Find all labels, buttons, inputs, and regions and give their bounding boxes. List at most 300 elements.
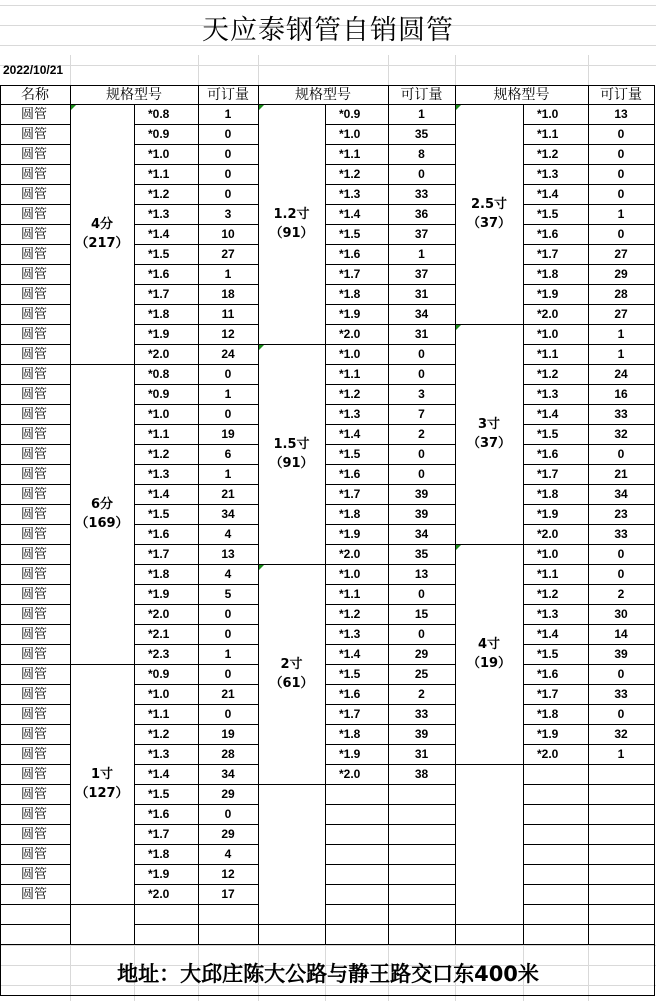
spec-cell: *1.5 bbox=[148, 247, 170, 261]
qty-cell: 31 bbox=[414, 747, 429, 761]
row-name: 圆管 bbox=[21, 426, 48, 442]
cell-border bbox=[523, 764, 655, 765]
spec-cell: *1.0 bbox=[339, 347, 361, 361]
qty-cell: 37 bbox=[414, 267, 429, 281]
size-group-total: （217） bbox=[75, 236, 129, 251]
spec-cell: *2.1 bbox=[148, 627, 170, 641]
row-name: 圆管 bbox=[21, 626, 48, 642]
size-group-total: （127） bbox=[75, 786, 129, 801]
spec-cell: *1.1 bbox=[148, 167, 170, 181]
row-name: 圆管 bbox=[21, 686, 48, 702]
spec-cell: *0.9 bbox=[148, 127, 170, 141]
qty-cell: 12 bbox=[221, 867, 235, 881]
qty-cell: 34 bbox=[414, 527, 429, 541]
size-group-label bbox=[258, 104, 325, 344]
size-group-label bbox=[70, 364, 134, 664]
qty-cell: 18 bbox=[221, 287, 235, 301]
qty-cell: 37 bbox=[414, 227, 429, 241]
spec-cell: *1.5 bbox=[339, 447, 361, 461]
qty-cell: 33 bbox=[414, 187, 429, 201]
qty-cell: 28 bbox=[221, 747, 235, 761]
qty-cell: 3 bbox=[418, 387, 425, 401]
row-name: 圆管 bbox=[21, 746, 48, 762]
spec-cell: *1.7 bbox=[339, 267, 361, 281]
row-name: 圆管 bbox=[21, 126, 48, 142]
qty-cell: 0 bbox=[224, 147, 232, 161]
qty-cell: 34 bbox=[614, 487, 628, 501]
spec-cell: *1.8 bbox=[339, 727, 361, 741]
qty-cell: 11 bbox=[221, 307, 235, 321]
header-spec-2: 规格型号 bbox=[295, 86, 351, 103]
row-name: 圆管 bbox=[21, 306, 48, 322]
row-name: 圆管 bbox=[21, 526, 48, 542]
qty-cell: 27 bbox=[221, 247, 235, 261]
cell-border bbox=[258, 784, 326, 785]
qty-cell: 8 bbox=[418, 147, 425, 161]
row-name: 圆管 bbox=[21, 386, 48, 402]
qty-cell: 0 bbox=[224, 367, 232, 381]
gridline bbox=[588, 55, 589, 86]
qty-cell: 1 bbox=[617, 747, 625, 761]
qty-cell: 27 bbox=[614, 247, 628, 261]
qty-cell: 1 bbox=[224, 107, 232, 121]
qty-cell: 12 bbox=[221, 327, 235, 341]
cell-border bbox=[325, 784, 456, 785]
spec-cell: *1.0 bbox=[148, 407, 170, 421]
qty-cell: 3 bbox=[224, 207, 232, 221]
spec-cell: *1.0 bbox=[537, 107, 559, 121]
qty-cell: 5 bbox=[224, 587, 232, 601]
size-group-name: 2寸 bbox=[280, 657, 303, 672]
spec-cell: *1.4 bbox=[339, 427, 361, 441]
qty-cell: 7 bbox=[418, 407, 425, 421]
gridline bbox=[198, 55, 199, 86]
cell-border bbox=[654, 104, 655, 945]
qty-cell: 35 bbox=[414, 127, 429, 141]
spec-cell: *1.3 bbox=[148, 467, 170, 481]
size-group-name: 4分 bbox=[90, 217, 114, 232]
spec-cell: *1.9 bbox=[148, 867, 170, 881]
qty-cell: 2 bbox=[418, 427, 425, 441]
spec-cell: *1.3 bbox=[339, 407, 361, 421]
header-qty-2: 可订量 bbox=[400, 86, 443, 103]
cell-border bbox=[258, 924, 326, 925]
row-name: 圆管 bbox=[21, 646, 48, 662]
spec-cell: *1.3 bbox=[537, 387, 559, 401]
qty-cell: 34 bbox=[221, 767, 235, 781]
size-group-name: 1.5寸 bbox=[273, 437, 310, 452]
qty-cell: 0 bbox=[224, 707, 232, 721]
qty-cell: 19 bbox=[221, 427, 235, 441]
spec-cell: *1.9 bbox=[339, 527, 361, 541]
spec-cell: *1.5 bbox=[148, 507, 170, 521]
cell-border bbox=[325, 924, 456, 925]
qty-cell: 1 bbox=[224, 267, 232, 281]
qty-cell: 1 bbox=[418, 247, 425, 261]
qty-cell: 24 bbox=[614, 367, 628, 381]
cell-border bbox=[523, 844, 655, 845]
spec-cell: *1.0 bbox=[148, 147, 170, 161]
gridline bbox=[455, 55, 456, 86]
row-name: 圆管 bbox=[21, 566, 48, 582]
spec-cell: *1.8 bbox=[339, 287, 361, 301]
spec-cell: *1.9 bbox=[148, 587, 170, 601]
spec-cell: *2.0 bbox=[339, 327, 361, 341]
page-title: 天应泰钢管自销圆管 bbox=[202, 14, 454, 46]
qty-cell: 28 bbox=[614, 287, 628, 301]
spec-cell: *1.0 bbox=[339, 567, 361, 581]
spec-cell: *1.5 bbox=[339, 227, 361, 241]
footer-address: 地址：大邱庄陈大公路与静王路交口东400米 bbox=[117, 961, 539, 986]
spec-cell: *1.9 bbox=[537, 727, 559, 741]
spec-cell: *1.3 bbox=[537, 167, 559, 181]
header-qty-1: 可订量 bbox=[207, 86, 249, 103]
spec-cell: *0.9 bbox=[339, 107, 361, 121]
qty-cell: 39 bbox=[614, 647, 628, 661]
spec-cell: *2.3 bbox=[148, 647, 170, 661]
spec-cell: *1.6 bbox=[339, 467, 361, 481]
cell-border bbox=[325, 804, 456, 805]
gridline bbox=[388, 55, 389, 86]
qty-cell: 27 bbox=[614, 307, 628, 321]
size-group-label bbox=[455, 324, 523, 544]
spec-cell: *1.8 bbox=[537, 707, 559, 721]
qty-cell: 13 bbox=[414, 567, 429, 581]
header-name: 名称 bbox=[21, 86, 49, 103]
row-name: 圆管 bbox=[21, 106, 48, 122]
gridline bbox=[0, 5, 656, 6]
spec-cell: *1.7 bbox=[537, 687, 559, 701]
row-name: 圆管 bbox=[21, 606, 48, 622]
spec-cell: *1.3 bbox=[148, 747, 170, 761]
qty-cell: 0 bbox=[617, 547, 625, 561]
row-name: 圆管 bbox=[21, 446, 48, 462]
qty-cell: 0 bbox=[418, 467, 425, 481]
spec-cell: *1.1 bbox=[339, 587, 361, 601]
qty-cell: 1 bbox=[617, 327, 625, 341]
spec-cell: *1.0 bbox=[537, 327, 559, 341]
row-name: 圆管 bbox=[21, 486, 48, 502]
size-group-label bbox=[70, 104, 134, 364]
spec-cell: *0.9 bbox=[148, 387, 170, 401]
qty-cell: 34 bbox=[414, 307, 429, 321]
spec-cell: *1.0 bbox=[537, 547, 559, 561]
cell-border bbox=[325, 884, 456, 885]
spec-cell: *1.1 bbox=[148, 707, 170, 721]
qty-cell: 31 bbox=[414, 287, 429, 301]
spec-cell: *2.0 bbox=[339, 547, 361, 561]
qty-cell: 4 bbox=[224, 847, 232, 861]
qty-cell: 24 bbox=[221, 347, 235, 361]
row-name: 圆管 bbox=[21, 726, 48, 742]
qty-cell: 0 bbox=[617, 187, 625, 201]
spec-cell: *1.9 bbox=[148, 327, 170, 341]
spec-cell: *1.7 bbox=[537, 467, 559, 481]
spec-cell: *1.8 bbox=[148, 847, 170, 861]
qty-cell: 29 bbox=[614, 267, 628, 281]
spec-cell: *1.3 bbox=[339, 187, 361, 201]
spec-cell: *1.5 bbox=[339, 667, 361, 681]
qty-cell: 1 bbox=[617, 207, 625, 221]
cell-border bbox=[0, 904, 71, 905]
qty-cell: 10 bbox=[221, 227, 235, 241]
header-qty-3: 可订量 bbox=[600, 86, 642, 103]
qty-cell: 2 bbox=[617, 587, 625, 601]
size-group-total: （91） bbox=[269, 456, 314, 471]
size-group-name: 6分 bbox=[90, 497, 114, 512]
spec-cell: *1.9 bbox=[537, 287, 559, 301]
report-date: 2022/10/21 bbox=[3, 63, 64, 77]
spec-cell: *0.8 bbox=[148, 107, 170, 121]
spec-cell: *1.5 bbox=[537, 427, 559, 441]
spec-cell: *1.2 bbox=[537, 147, 559, 161]
cell-border bbox=[134, 904, 259, 905]
size-group-total: （91） bbox=[269, 226, 314, 241]
size-group-label bbox=[258, 564, 325, 784]
qty-cell: 0 bbox=[418, 167, 425, 181]
header-spec-1: 规格型号 bbox=[106, 86, 162, 103]
row-name: 圆管 bbox=[21, 826, 48, 842]
spec-cell: *1.2 bbox=[148, 447, 170, 461]
qty-cell: 39 bbox=[414, 507, 429, 521]
qty-cell: 0 bbox=[617, 227, 625, 241]
cell-border bbox=[654, 85, 655, 105]
spec-cell: *1.8 bbox=[148, 567, 170, 581]
spec-cell: *1.6 bbox=[148, 267, 170, 281]
qty-cell: 33 bbox=[414, 707, 429, 721]
spec-cell: *1.1 bbox=[537, 347, 559, 361]
cell-border bbox=[325, 864, 456, 865]
qty-cell: 13 bbox=[221, 547, 235, 561]
qty-cell: 21 bbox=[221, 487, 235, 501]
spec-cell: *1.4 bbox=[148, 227, 170, 241]
qty-cell: 34 bbox=[221, 507, 235, 521]
row-name: 圆管 bbox=[21, 366, 48, 382]
cell-border bbox=[134, 924, 259, 925]
row-name: 圆管 bbox=[21, 786, 48, 802]
row-name: 圆管 bbox=[21, 706, 48, 722]
row-name: 圆管 bbox=[21, 266, 48, 282]
cell-border bbox=[0, 924, 71, 925]
spec-cell: *1.2 bbox=[339, 607, 361, 621]
spec-cell: *1.3 bbox=[339, 627, 361, 641]
spec-cell: *1.8 bbox=[537, 487, 559, 501]
spec-cell: *1.7 bbox=[339, 487, 361, 501]
spec-cell: *1.7 bbox=[537, 247, 559, 261]
spec-cell: *1.5 bbox=[148, 787, 170, 801]
spec-cell: *1.6 bbox=[537, 667, 559, 681]
qty-cell: 21 bbox=[614, 467, 628, 481]
qty-cell: 32 bbox=[614, 427, 628, 441]
size-group-name: 2.5寸 bbox=[470, 197, 508, 212]
spec-cell: *1.4 bbox=[148, 487, 170, 501]
spec-cell: *1.2 bbox=[339, 387, 361, 401]
qty-cell: 0 bbox=[418, 627, 425, 641]
spec-cell: *1.9 bbox=[339, 747, 361, 761]
spec-cell: *1.5 bbox=[537, 647, 559, 661]
spec-cell: *1.6 bbox=[339, 687, 361, 701]
cell-border bbox=[523, 864, 655, 865]
spec-cell: *2.0 bbox=[148, 607, 170, 621]
qty-cell: 0 bbox=[418, 367, 425, 381]
spec-cell: *1.2 bbox=[339, 167, 361, 181]
qty-cell: 4 bbox=[224, 567, 232, 581]
qty-cell: 0 bbox=[418, 447, 425, 461]
cell-border bbox=[455, 764, 524, 765]
spec-cell: *2.0 bbox=[537, 307, 559, 321]
cell-border bbox=[523, 804, 655, 805]
size-group-name: 3寸 bbox=[477, 417, 501, 432]
qty-cell: 29 bbox=[414, 647, 429, 661]
spec-cell: *2.0 bbox=[537, 747, 559, 761]
cell-border bbox=[523, 884, 655, 885]
spec-cell: *1.4 bbox=[148, 767, 170, 781]
spec-cell: *1.3 bbox=[537, 607, 559, 621]
row-name: 圆管 bbox=[21, 546, 48, 562]
size-group-label bbox=[258, 344, 325, 564]
qty-cell: 0 bbox=[224, 187, 232, 201]
cell-border bbox=[0, 944, 655, 945]
spec-cell: *1.4 bbox=[537, 627, 559, 641]
qty-cell: 39 bbox=[414, 727, 429, 741]
spec-cell: *1.2 bbox=[148, 727, 170, 741]
qty-cell: 0 bbox=[617, 127, 625, 141]
cell-border bbox=[325, 904, 456, 905]
qty-cell: 1 bbox=[224, 387, 232, 401]
row-name: 圆管 bbox=[21, 866, 48, 882]
qty-cell: 0 bbox=[418, 587, 425, 601]
qty-cell: 0 bbox=[224, 167, 232, 181]
cell-border bbox=[70, 904, 135, 905]
qty-cell: 0 bbox=[418, 347, 425, 361]
qty-cell: 29 bbox=[221, 787, 235, 801]
row-name: 圆管 bbox=[21, 186, 48, 202]
qty-cell: 0 bbox=[617, 567, 625, 581]
spec-cell: *1.9 bbox=[339, 307, 361, 321]
row-name: 圆管 bbox=[21, 206, 48, 222]
size-group-total: （37） bbox=[466, 436, 512, 451]
spec-cell: *1.7 bbox=[148, 827, 170, 841]
row-name: 圆管 bbox=[21, 886, 48, 902]
qty-cell: 14 bbox=[614, 627, 628, 641]
size-group-label bbox=[455, 544, 523, 764]
spec-cell: *1.1 bbox=[148, 427, 170, 441]
cell-border bbox=[523, 904, 655, 905]
row-name: 圆管 bbox=[21, 326, 48, 342]
gridline bbox=[0, 945, 656, 946]
qty-cell: 0 bbox=[224, 807, 232, 821]
size-group-label bbox=[70, 664, 134, 904]
qty-cell: 31 bbox=[414, 327, 429, 341]
cell-border bbox=[0, 995, 655, 996]
row-name: 圆管 bbox=[21, 586, 48, 602]
qty-cell: 0 bbox=[224, 127, 232, 141]
cell-border bbox=[523, 824, 655, 825]
qty-cell: 33 bbox=[614, 687, 628, 701]
qty-cell: 38 bbox=[414, 767, 429, 781]
spec-cell: *1.5 bbox=[537, 207, 559, 221]
row-name: 圆管 bbox=[21, 806, 48, 822]
spec-cell: *1.4 bbox=[339, 647, 361, 661]
qty-cell: 1 bbox=[418, 107, 425, 121]
qty-cell: 1 bbox=[224, 467, 232, 481]
qty-cell: 35 bbox=[414, 547, 429, 561]
qty-cell: 21 bbox=[221, 687, 235, 701]
spec-cell: *2.0 bbox=[148, 347, 170, 361]
qty-cell: 0 bbox=[224, 667, 232, 681]
spec-cell: *1.8 bbox=[339, 507, 361, 521]
spec-cell: *2.0 bbox=[148, 887, 170, 901]
qty-cell: 16 bbox=[614, 387, 628, 401]
row-name: 圆管 bbox=[21, 666, 48, 682]
spec-cell: *2.0 bbox=[339, 767, 361, 781]
spec-cell: *0.9 bbox=[148, 667, 170, 681]
row-name: 圆管 bbox=[21, 146, 48, 162]
row-name: 圆管 bbox=[21, 346, 48, 362]
qty-cell: 36 bbox=[414, 207, 429, 221]
qty-cell: 1 bbox=[224, 647, 232, 661]
qty-cell: 0 bbox=[617, 667, 625, 681]
spec-cell: *1.4 bbox=[537, 187, 559, 201]
size-group-name: 1寸 bbox=[90, 767, 114, 782]
qty-cell: 0 bbox=[224, 407, 232, 421]
qty-cell: 6 bbox=[224, 447, 232, 461]
qty-cell: 32 bbox=[614, 727, 628, 741]
size-group-name: 1.2寸 bbox=[273, 207, 310, 222]
spec-cell: *1.1 bbox=[537, 567, 559, 581]
size-group-total: （61） bbox=[269, 676, 314, 691]
qty-cell: 30 bbox=[614, 607, 628, 621]
size-group-total: （169） bbox=[75, 516, 129, 531]
row-name: 圆管 bbox=[21, 166, 48, 182]
spec-cell: *1.2 bbox=[148, 187, 170, 201]
qty-cell: 23 bbox=[614, 507, 628, 521]
spec-cell: *1.1 bbox=[537, 127, 559, 141]
spec-cell: *1.3 bbox=[148, 207, 170, 221]
cell-border bbox=[325, 824, 456, 825]
spec-cell: *1.7 bbox=[148, 547, 170, 561]
spec-cell: *1.6 bbox=[339, 247, 361, 261]
size-group-total: （37） bbox=[466, 216, 512, 231]
spec-cell: *1.0 bbox=[148, 687, 170, 701]
size-group-label bbox=[455, 104, 523, 324]
cell-border bbox=[455, 924, 524, 925]
spec-cell: *1.6 bbox=[148, 527, 170, 541]
spec-cell: *1.2 bbox=[537, 367, 559, 381]
gridline bbox=[258, 55, 259, 86]
spec-cell: *1.1 bbox=[339, 367, 361, 381]
spec-cell: *1.4 bbox=[537, 407, 559, 421]
row-name: 圆管 bbox=[21, 226, 48, 242]
qty-cell: 19 bbox=[221, 727, 235, 741]
spec-cell: *1.6 bbox=[537, 227, 559, 241]
qty-cell: 13 bbox=[614, 107, 628, 121]
row-name: 圆管 bbox=[21, 406, 48, 422]
spec-cell: *1.0 bbox=[339, 127, 361, 141]
spec-cell: *1.1 bbox=[339, 147, 361, 161]
qty-cell: 29 bbox=[221, 827, 235, 841]
qty-cell: 0 bbox=[617, 167, 625, 181]
spec-cell: *1.6 bbox=[537, 447, 559, 461]
qty-cell: 0 bbox=[224, 607, 232, 621]
row-name: 圆管 bbox=[21, 766, 48, 782]
size-group-name: 4寸 bbox=[477, 637, 501, 652]
spec-cell: *1.6 bbox=[148, 807, 170, 821]
qty-cell: 2 bbox=[418, 687, 425, 701]
spec-cell: *1.7 bbox=[339, 707, 361, 721]
spec-cell: *1.2 bbox=[537, 587, 559, 601]
spec-cell: *1.8 bbox=[537, 267, 559, 281]
